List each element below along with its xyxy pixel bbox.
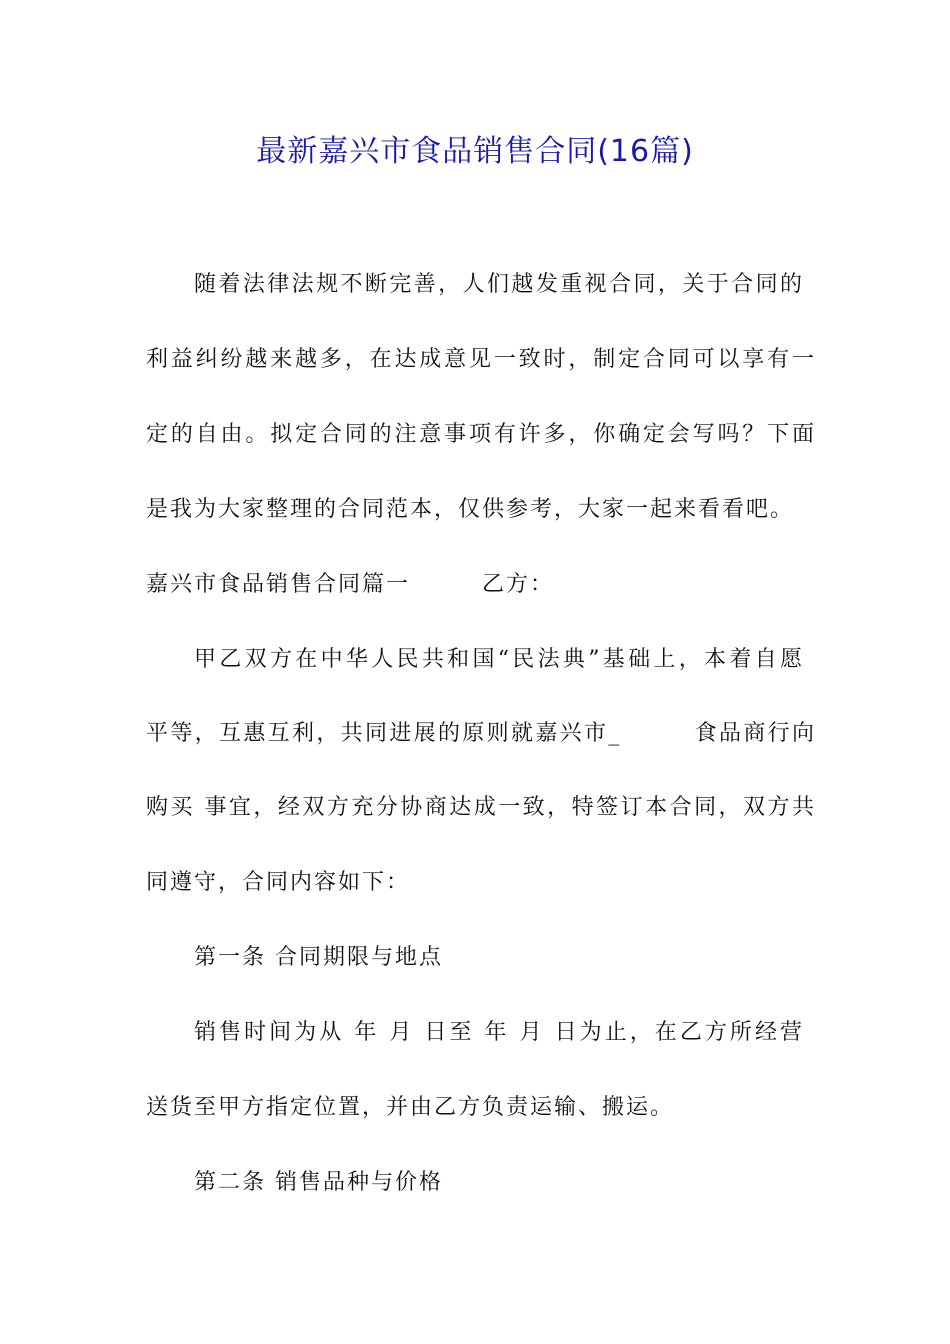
paragraph-line: 同遵守，合同内容如下：: [146, 870, 411, 895]
paragraph-line: 购买 事宜，经双方充分协商达成一致，特签订本合同，双方共: [146, 795, 816, 820]
paragraph-line: 随着法律法规不断完善，人们越发重视合同，关于合同的: [194, 272, 804, 297]
paragraph-line: 是我为大家整理的合同范本，仅供参考，大家一起来看看吧。: [146, 497, 795, 522]
article-heading: 第一条 合同期限与地点: [194, 945, 443, 970]
section-heading: 嘉兴市食品销售合同篇一 乙方：: [146, 572, 555, 597]
paragraph-line: 平等，互惠互利，共同进展的原则就嘉兴市_ 食品商行向: [146, 721, 816, 746]
paragraph-line: 甲乙双方在中华人民共和国“民法典”基础上，本着自愿: [194, 647, 804, 672]
article-heading: 第二条 销售品种与价格: [194, 1170, 443, 1195]
paragraph-line: 定的自由。拟定合同的注意事项有许多，你确定会写吗？下面: [146, 422, 816, 447]
paragraph-line: 利益纠纷越来越多，在达成意见一致时，制定合同可以享有一: [146, 347, 816, 372]
document-title: 最新嘉兴市食品销售合同(16篇): [256, 134, 694, 169]
paragraph-line: 销售时间为从 年 月 日至 年 月 日为止，在乙方所经营: [194, 1020, 804, 1045]
paragraph-line: 送货至甲方指定位置，并由乙方负责运输、搬运。: [146, 1095, 675, 1120]
